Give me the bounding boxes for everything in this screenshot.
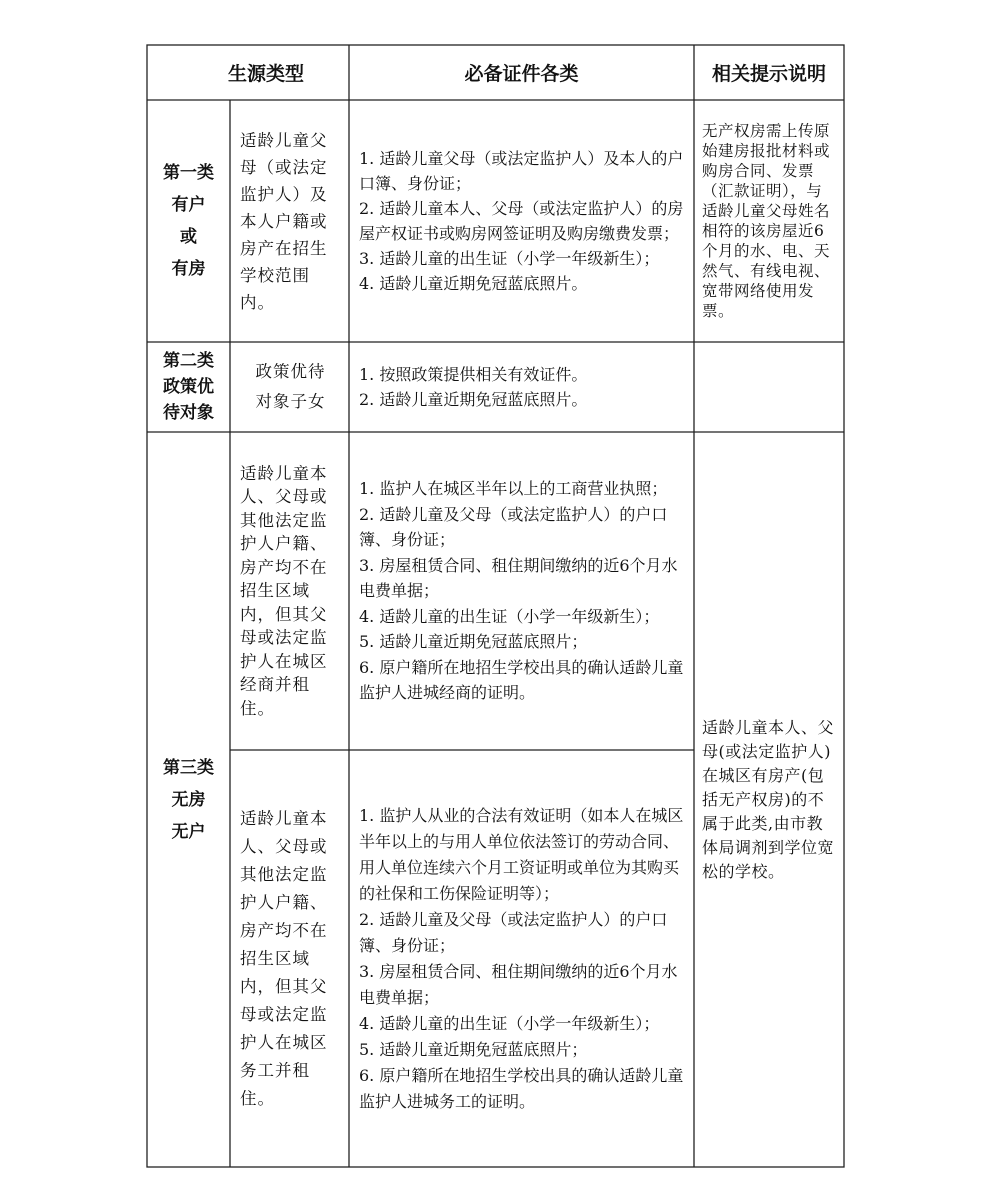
row3a-documents [349,432,694,750]
row2-note [694,342,844,432]
row1-doc-item: 2. 适龄儿童本人、父母（或法定监护人）的房屋产权证书或购房网签证明及购房缴费发票； [359,199,684,243]
row3b-documents [349,750,694,1167]
row3a-source-text: 适龄儿童本人、父母或其他法定监护人户籍、房产均不在招生区域内，但其父母或法定监护人在城区经商并租住。 [240,463,328,718]
row1-note [694,100,844,342]
row2-source [230,342,349,432]
row2-source-line: 政策优待 [255,362,326,381]
header-documents [349,45,694,100]
row3-note-text: 适龄儿童本人、父母(或法定监护人)在城区有房产(包括无产权房)的不属于此类,由市教体局调剂到学位宽松的学校。 [702,717,835,881]
row2-category-line: 待对象 [163,403,214,423]
row1-category-line: 或 [180,227,197,247]
row3a-doc-item: 2. 适龄儿童及父母（或法定监护人）的户口簿、身份证； [359,504,668,550]
row1-category [147,100,230,342]
row3b-doc-item: 6. 原户籍所在地招生学校出具的确认适龄儿童监护人进城务工的证明。 [359,1065,684,1111]
row1-category-line: 第一类 [163,163,214,183]
row3a-doc-item: 5. 适龄儿童近期免冠蓝底照片； [359,632,588,652]
row3-category [147,432,230,1167]
row1-doc-item: 4. 适龄儿童近期免冠蓝底照片。 [359,274,588,293]
header-source-type-label: 生源类型 [227,63,304,85]
row2-documents [349,342,694,432]
row2-category-line: 政策优 [163,377,214,397]
row2-doc-item: 2. 适龄儿童近期免冠蓝底照片。 [359,390,588,409]
row1-note-text: 无产权房需上传原始建房报批材料或购房合同、发票（汇款证明），与适龄儿童父母姓名相符的该房屋近6个月的水、电、天然气、有线电视、宽带网络使用发票。 [702,122,831,320]
row1-source-text: 适龄儿童父母（或法定监护人）及本人户籍或房产在招生学校范围内。 [240,130,328,312]
row3b-source [230,750,349,1167]
row3b-source-text: 适龄儿童本人、父母或其他法定监护人户籍、房产均不在招生区域内，但其父母或法定监护人在城区务工并租住。 [240,808,328,1108]
row1-category-line: 有户 [171,195,206,215]
row3a-doc-item: 4. 适龄儿童的出生证（小学一年级新生）； [359,606,660,626]
row3-category-line: 无房 [171,789,206,810]
row3-category-line: 第三类 [163,757,214,778]
header-documents-label: 必备证件各类 [464,63,579,85]
row3b-doc-item: 3. 房屋租赁合同、租住期间缴纳的近6个月水电费单据； [359,961,678,1007]
row3a-doc-item: 1. 监护人在城区半年以上的工商营业执照； [359,479,668,499]
row3a-doc-item: 6. 原户籍所在地招生学校出具的确认适龄儿童监护人进城经商的证明。 [359,657,684,703]
header-source-type [147,45,349,100]
row3b-doc-item: 1. 监护人从业的合法有效证明（如本人在城区半年以上的与用人单位依法签订的劳动合同、用人单位连续六个月工资证明或单位为其购买的社保和工伤保险证明等）； [359,805,684,903]
row3b-doc-item: 5. 适龄儿童近期免冠蓝底照片； [359,1039,588,1059]
row1-documents [349,100,694,342]
row2-category-line: 第二类 [163,351,214,371]
row3b-doc-item: 2. 适龄儿童及父母（或法定监护人）的户口簿、身份证； [359,909,668,955]
row2-source-line: 对象子女 [255,392,326,411]
row1-category-line: 有房 [171,259,206,279]
row3-note [694,432,844,1167]
header-notes-label: 相关提示说明 [711,63,826,85]
row3a-doc-item: 3. 房屋租赁合同、租住期间缴纳的近6个月水电费单据； [359,555,678,601]
row3b-doc-item: 4. 适龄儿童的出生证（小学一年级新生）； [359,1013,660,1033]
row2-category [147,342,230,432]
row3a-source [230,432,349,750]
row1-doc-item: 3. 适龄儿童的出生证（小学一年级新生）； [359,249,660,268]
row1-doc-item: 1. 适龄儿童父母（或法定监护人）及本人的户口簿、身份证； [359,149,684,193]
row3-category-line: 无户 [171,821,206,842]
row1-source [230,100,349,342]
row2-doc-item: 1. 按照政策提供相关有效证件。 [359,365,588,384]
header-notes [694,45,844,100]
